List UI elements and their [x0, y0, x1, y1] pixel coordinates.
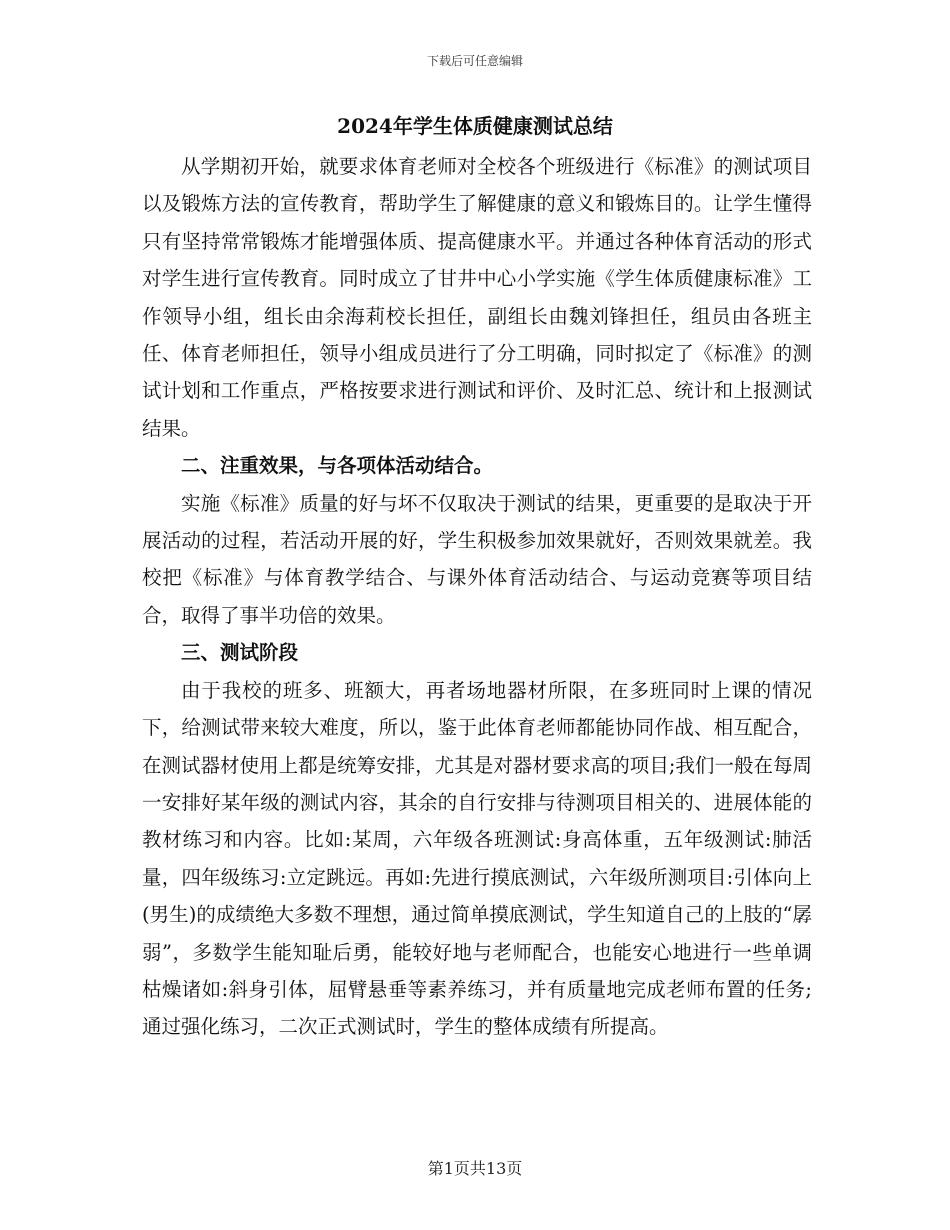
- paragraph-intro: 从学期初开始，就要求体育老师对全校各个班级进行《标准》的测试项目以及锻炼方法的宣传教育，帮助学生了解健康的意义和锻炼目的。让学生懂得只有坚持常常锻炼才能增强体质、提高健康水平。并通过各种体育活动的形式对学生进行宣传教育。同时成立了甘井中心小学实施《学生体质健康标准》工作领导小组，组长由余海莉校长担任，副组长由魏刘锋担任，组员由各班主任、体育老师担任，领导小组成员进行了分工明确，同时拟定了《标准》的测试计划和工作重点，严格按要求进行测试和评价、及时汇总、统计和上报测试结果。: [142, 155, 812, 440]
- document-title: 2024年学生体质健康测试总结: [337, 114, 613, 138]
- page-number-footer: 第1页共13页: [427, 1159, 523, 1178]
- paragraph-section-2: 实施《标准》质量的好与坏不仅取决于测试的结果，更重要的是取决于开展活动的过程，若活动开展的好，学生积极参加效果就好，否则效果就差。我校把《标准》与体育教学结合、与课外体育活动结合、与运动竞赛等项目结合，取得了事半功倍的效果。: [142, 491, 812, 627]
- header-note: 下载后可任意编辑: [426, 54, 523, 68]
- section-heading-2: 二、注重效果，与各项体活动结合。: [181, 454, 494, 478]
- paragraph-section-3: 由于我校的班多、班额大，再者场地器材所限，在多班同时上课的情况下，给测试带来较大难度，所以，鉴于此体育老师都能协同作战、相互配合，在测试器材使用上都是统筹安排，尤其是对器材要求高的项目;我们一般在每周一安排好某年级的测试内容，其余的自行安排与待测项目相关的、进展体能的教材练习和内容。比如:某周，六年级各班测试:身高体重，五年级测试:肺活量，四年级练习:立定跳远。再如:先进行摸底测试，六年级所测项目:引体向上(男生)的成绩绝大多数不理想，通过简单摸底测试，学生知道自己的上肢的“孱弱”，多数学生能知耻后勇，能较好地与老师配合，也能安心地进行一些单调枯燥诸如:斜身引体，屈臂悬垂等素养练习，并有质量地完成老师布置的任务;通过强化练习，二次正式测试时，学生的整体成绩有所提高。: [142, 678, 812, 1039]
- section-heading-3: 三、测试阶段: [181, 641, 299, 665]
- document-body: [142, 148, 812, 1046]
